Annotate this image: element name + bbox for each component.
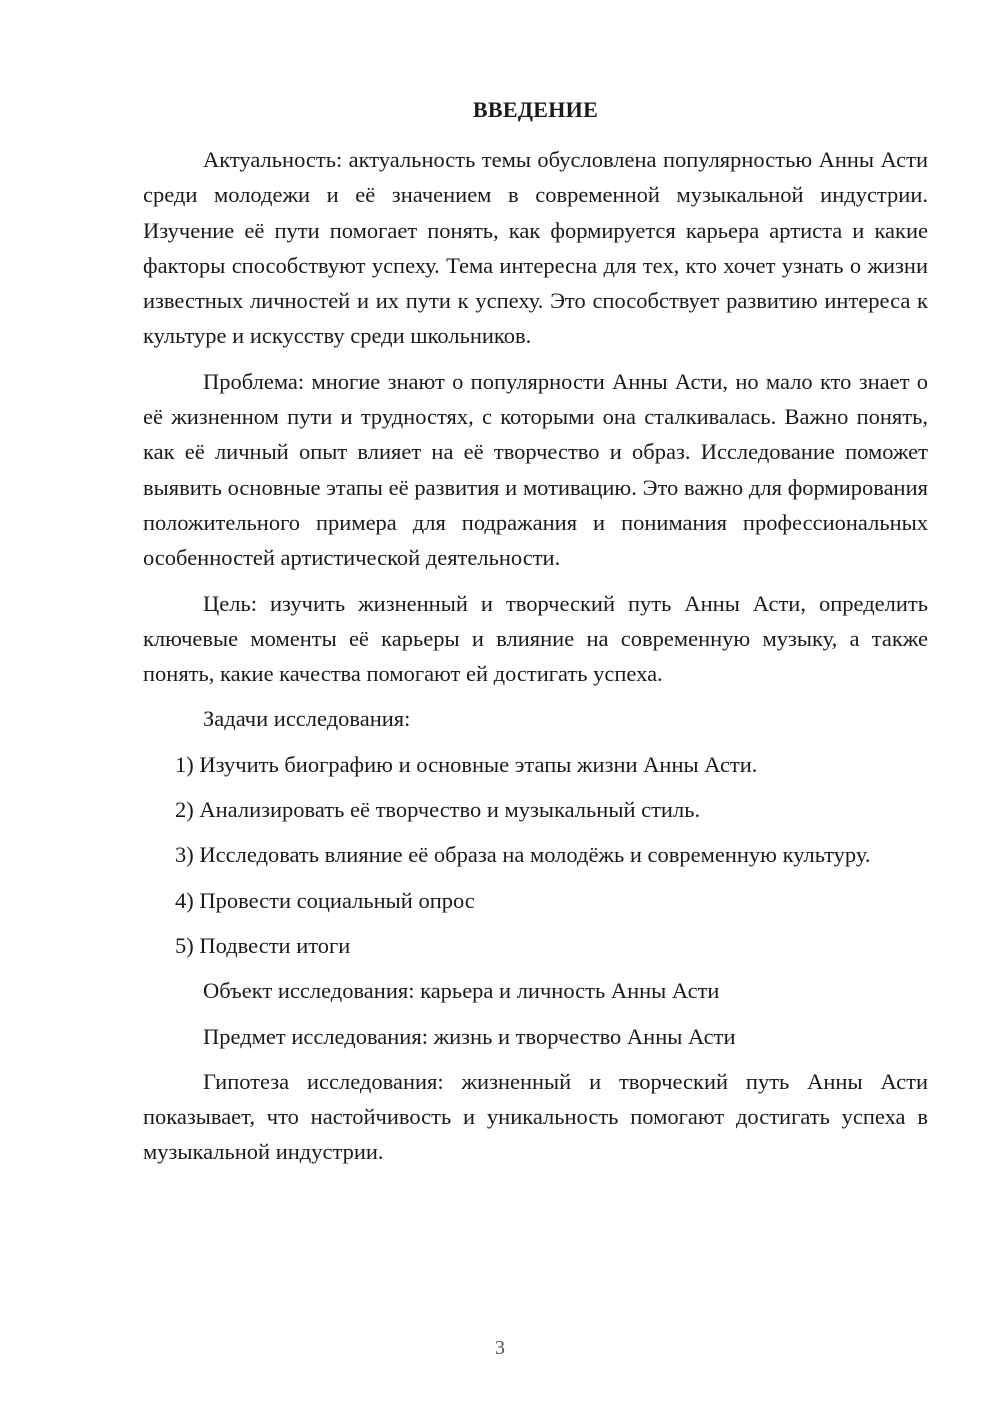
relevance-paragraph: Актуальность: актуальность темы обусловлена популярностью Анны Асти среди молодежи и её значением в современной музыкальной индустрии. Изучение её пути помогает понять, как формируется карьера артиста и какие факторы способствуют успеху. Тема интересна для тех, кто хочет узнать о жизни известных личностей и их пути к успеху. Это способствует развитию интереса к культуре и искусству среди школьников. <box>143 147 928 349</box>
task-item: 4) Провести социальный опрос <box>175 887 475 913</box>
task-item: 3) Исследовать влияние её образа на молодёжь и современную культуру. <box>175 842 871 868</box>
goal-paragraph: Цель: изучить жизненный и творческий путь Анны Асти, определить ключевые моменты её карьеры и влияние на современную музыку, а также понять, какие качества помогают ей достигать успеха. <box>143 590 928 687</box>
tasks-heading: Задачи исследования: <box>203 706 411 732</box>
hypothesis-paragraph: Гипотеза исследования: жизненный и творческий путь Анны Асти показывает, что настойчивость и уникальность помогают достигать успеха в музыкальной индустрии. <box>143 1068 928 1165</box>
document-body <box>143 92 928 1180</box>
research-object: Объект исследования: карьера и личность Анны Асти <box>203 978 720 1004</box>
task-item: 2) Анализировать её творчество и музыкальный стиль. <box>175 797 701 823</box>
research-subject: Предмет исследования: жизнь и творчество Анны Асти <box>203 1023 736 1049</box>
task-item: 1) Изучить биографию и основные этапы жизни Анны Асти. <box>175 751 758 777</box>
problem-paragraph: Проблема: многие знают о популярности Анны Асти, но мало кто знает о её жизненном пути и трудностях, с которыми она сталкивалась. Важно понять, как её личный опыт влияет на её творчество и образ. Исследование поможет выявить основные этапы её развития и мотивацию. Это важно для формирования положительного примера для подражания и понимания профессиональных особенностей артистической деятельности. <box>143 368 928 571</box>
task-item: 5) Подвести итоги <box>175 932 351 958</box>
page-number: 3 <box>495 1337 505 1359</box>
page-title: ВВЕДЕНИЕ <box>472 97 599 122</box>
